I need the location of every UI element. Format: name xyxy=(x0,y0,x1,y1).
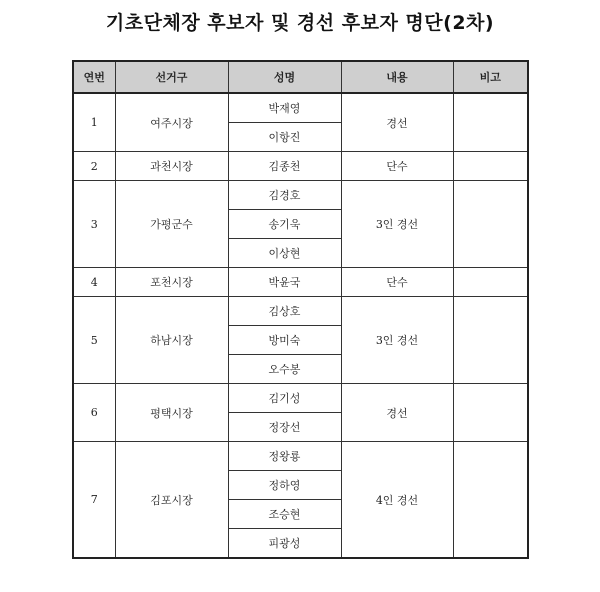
cell-district: 하남시장 xyxy=(115,297,228,384)
cell-content: 3인 경선 xyxy=(341,297,453,384)
table-row xyxy=(73,442,528,471)
header-no: 연번 xyxy=(73,61,115,93)
cell-note xyxy=(453,442,528,559)
cell-no: 1 xyxy=(73,93,115,152)
cell-no: 2 xyxy=(73,152,115,181)
cell-no: 6 xyxy=(73,384,115,442)
cell-candidate-name: 송기욱 xyxy=(228,210,341,239)
header-row xyxy=(73,61,528,93)
header-name: 성명 xyxy=(228,61,341,93)
cell-district: 과천시장 xyxy=(115,152,228,181)
cell-district: 여주시장 xyxy=(115,93,228,152)
cell-district: 포천시장 xyxy=(115,268,228,297)
cell-content: 4인 경선 xyxy=(341,442,453,559)
cell-no: 5 xyxy=(73,297,115,384)
cell-candidate-name: 박윤국 xyxy=(228,268,341,297)
cell-candidate-name: 이항진 xyxy=(228,123,341,152)
cell-candidate-name: 피광성 xyxy=(228,529,341,559)
cell-candidate-name: 정장선 xyxy=(228,413,341,442)
cell-content: 단수 xyxy=(341,152,453,181)
cell-candidate-name: 정하영 xyxy=(228,471,341,500)
cell-no: 4 xyxy=(73,268,115,297)
cell-candidate-name: 조승현 xyxy=(228,500,341,529)
table-row xyxy=(73,297,528,326)
cell-district: 김포시장 xyxy=(115,442,228,559)
table-row xyxy=(73,152,528,181)
cell-candidate-name: 이상현 xyxy=(228,239,341,268)
cell-candidate-name: 정왕룡 xyxy=(228,442,341,471)
candidate-table xyxy=(72,60,529,559)
header-content: 내용 xyxy=(341,61,453,93)
cell-note xyxy=(453,384,528,442)
cell-candidate-name: 김종천 xyxy=(228,152,341,181)
cell-candidate-name: 김상호 xyxy=(228,297,341,326)
cell-note xyxy=(453,181,528,268)
cell-candidate-name: 김경호 xyxy=(228,181,341,210)
header-district: 선거구 xyxy=(115,61,228,93)
cell-note xyxy=(453,297,528,384)
table-body xyxy=(73,93,528,558)
cell-note xyxy=(453,93,528,152)
table-row xyxy=(73,93,528,123)
cell-candidate-name: 김기성 xyxy=(228,384,341,413)
cell-note xyxy=(453,268,528,297)
cell-candidate-name: 오수봉 xyxy=(228,355,341,384)
cell-note xyxy=(453,152,528,181)
table-row xyxy=(73,268,528,297)
cell-candidate-name: 박재영 xyxy=(228,93,341,123)
cell-district: 가평군수 xyxy=(115,181,228,268)
cell-no: 7 xyxy=(73,442,115,559)
cell-content: 경선 xyxy=(341,93,453,152)
cell-no: 3 xyxy=(73,181,115,268)
cell-content: 경선 xyxy=(341,384,453,442)
cell-content: 3인 경선 xyxy=(341,181,453,268)
header-note: 비고 xyxy=(453,61,528,93)
table-row xyxy=(73,181,528,210)
table-row xyxy=(73,384,528,413)
page-title: 기초단체장 후보자 및 경선 후보자 명단(2차) xyxy=(105,12,495,34)
table-header xyxy=(73,61,528,93)
cell-candidate-name: 방미숙 xyxy=(228,326,341,355)
cell-content: 단수 xyxy=(341,268,453,297)
cell-district: 평택시장 xyxy=(115,384,228,442)
